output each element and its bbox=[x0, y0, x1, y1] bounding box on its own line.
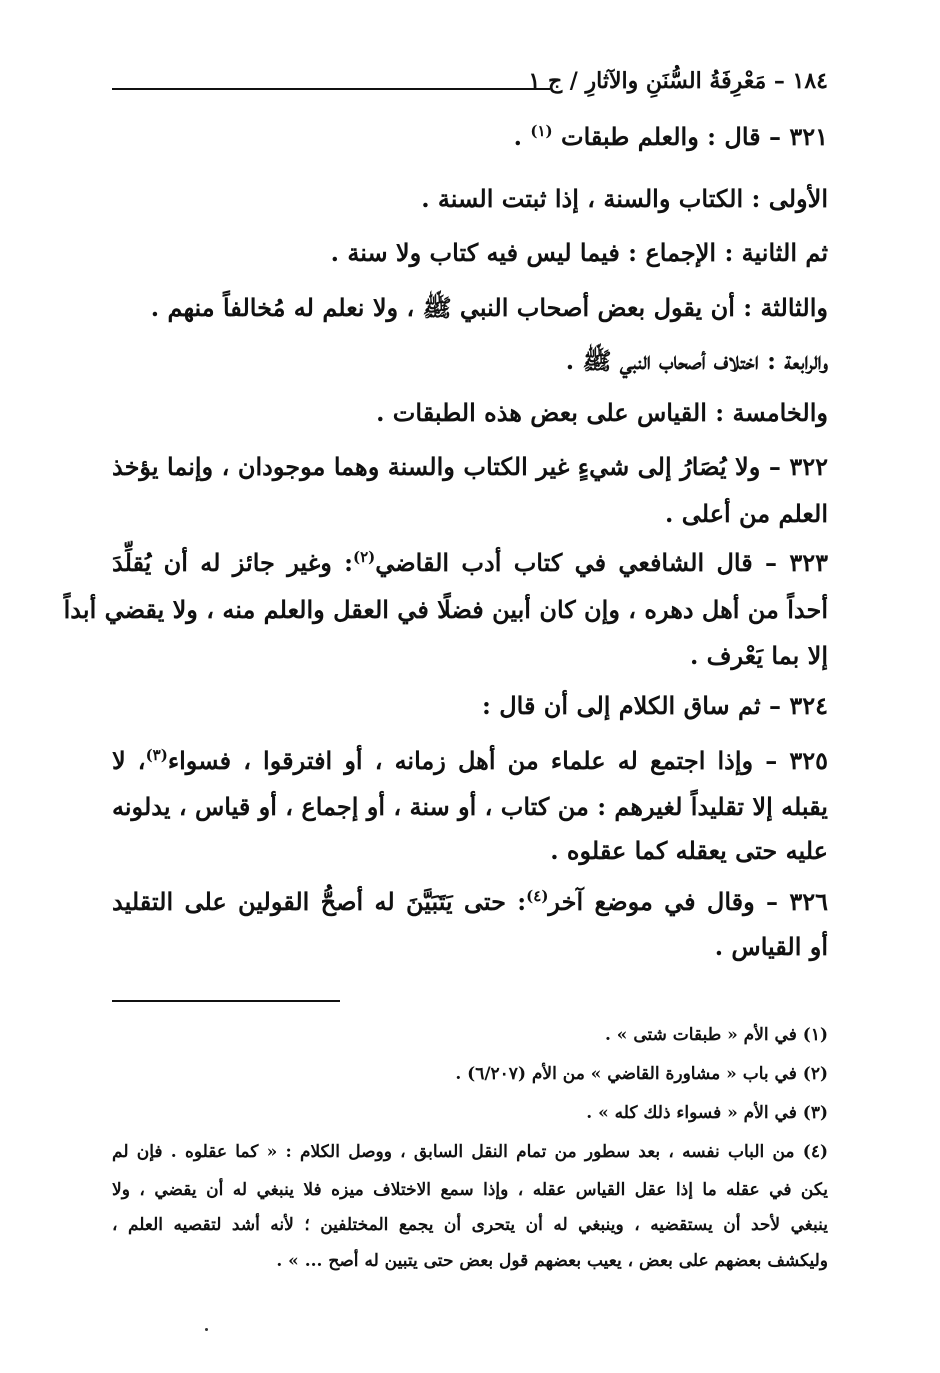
footnote-4-line: يكن في عقله ما إذا عقل القياس عقله ، وإذا سمع الاختلاف ميزه فلا ينبغي له أن يقضي ، ولا bbox=[112, 1180, 828, 1200]
body-line: ثم الثانية : الإجماع : فيما ليس فيه كتاب ولا سنة . bbox=[330, 238, 828, 267]
running-title: ١٨٤ – مَعْرِفَةُ السُّنَنِ والآثارِ / ج ١ bbox=[528, 68, 828, 94]
paragraph-322: ٣٢٢ – ولا يُصَارُ إلى شيءٍ غير الكتاب والسنة وهما موجودان ، وإنما يؤخذ bbox=[112, 452, 828, 481]
line-end-dot: . bbox=[513, 122, 522, 151]
paragraph-323 bbox=[112, 546, 828, 580]
body-line: والرابعة : اختلاف أصحاب النبي ﷺ . bbox=[565, 346, 828, 375]
footnote-ref-1: (١) bbox=[530, 122, 553, 140]
header-rule bbox=[112, 88, 550, 90]
body-line: أو القياس . bbox=[714, 932, 828, 961]
paragraph-324: ٣٢٤ – ثم ساق الكلام إلى أن قال : bbox=[482, 691, 828, 720]
body-line: ٣٢٣ – قال الشافعي في كتاب أدب القاضي bbox=[375, 548, 828, 577]
footnote-4-line: وليكشف بعضهم على بعض ، يعيب بعضهم قول بعض حتى يتبين له أصح ... » . bbox=[276, 1251, 828, 1271]
footnote-ref-4: (٤) bbox=[526, 887, 549, 905]
paragraph-325 bbox=[112, 744, 828, 778]
footnote-separator bbox=[112, 1000, 340, 1002]
body-line: يقبله إلا تقليداً لغيرهم : من كتاب ، أو سنة ، أو إجماع ، أو قياس ، يدلونه bbox=[112, 792, 828, 821]
body-line: أحداً من أهل دهره ، وإن كان أبين فضلًا في العقل والعلم منه ، ولا يقضي أبداً bbox=[63, 595, 828, 624]
body-line: : حتى يَتَبَيَّنَ له أصحُّ القولين على التقليد bbox=[112, 887, 527, 916]
footnote-1: (١) في الأم « طبقات شتى » . bbox=[604, 1025, 828, 1045]
body-line: ٣٢١ – قال : والعلم طبقات bbox=[561, 122, 828, 151]
body-line: العلم من أعلى . bbox=[665, 499, 828, 528]
body-line: ، لا bbox=[112, 746, 146, 775]
scan-speck bbox=[205, 1328, 208, 1331]
footnote-3: (٣) في الأم « فسواء ذلك كله » . bbox=[586, 1103, 828, 1123]
body-line: : وغير جائز له أن يُقلِّدَ bbox=[112, 548, 353, 577]
footnote-4-line: ينبغي لأحد أن يستقضيه ، وينبغي له أن يتحرى أن يجمع المختلفين ؛ لأنه أشد لتقصيه العلم ، bbox=[112, 1215, 828, 1235]
body-line: والخامسة : القياس على بعض هذه الطبقات . bbox=[376, 398, 828, 427]
footnote-4: (٤) من الباب نفسه ، بعد سطور من تمام النقل السابق ، ووصل الكلام : « كما عقلوه . فإن لم bbox=[112, 1142, 828, 1162]
paragraph-321 bbox=[112, 120, 828, 154]
body-line: والثالثة : أن يقول بعض أصحاب النبي ﷺ ، ولا نعلم له مُخالفاً منهم . bbox=[150, 293, 828, 322]
body-line: ٣٢٥ – وإذا اجتمع له علماء من أهل زمانه ، أو افترقوا ، فسواء bbox=[167, 746, 829, 775]
body-line: ٣٢٦ – وقال في موضع آخر bbox=[548, 887, 828, 916]
body-line: الأولى : الكتاب والسنة ، إذا ثبتت السنة . bbox=[421, 184, 828, 213]
footnote-ref-3: (٣) bbox=[145, 746, 168, 764]
paragraph-326 bbox=[112, 885, 828, 919]
footnote-ref-2: (٢) bbox=[353, 548, 376, 566]
body-line: إلا بما يَعْرف . bbox=[689, 641, 828, 670]
page-header bbox=[112, 68, 828, 104]
body-line: عليه حتى يعقله كما عقلوه . bbox=[550, 836, 828, 865]
footnote-2: (٢) في باب « مشاورة القاضي » من الأم (٦/٢٠٧) . bbox=[455, 1064, 828, 1084]
